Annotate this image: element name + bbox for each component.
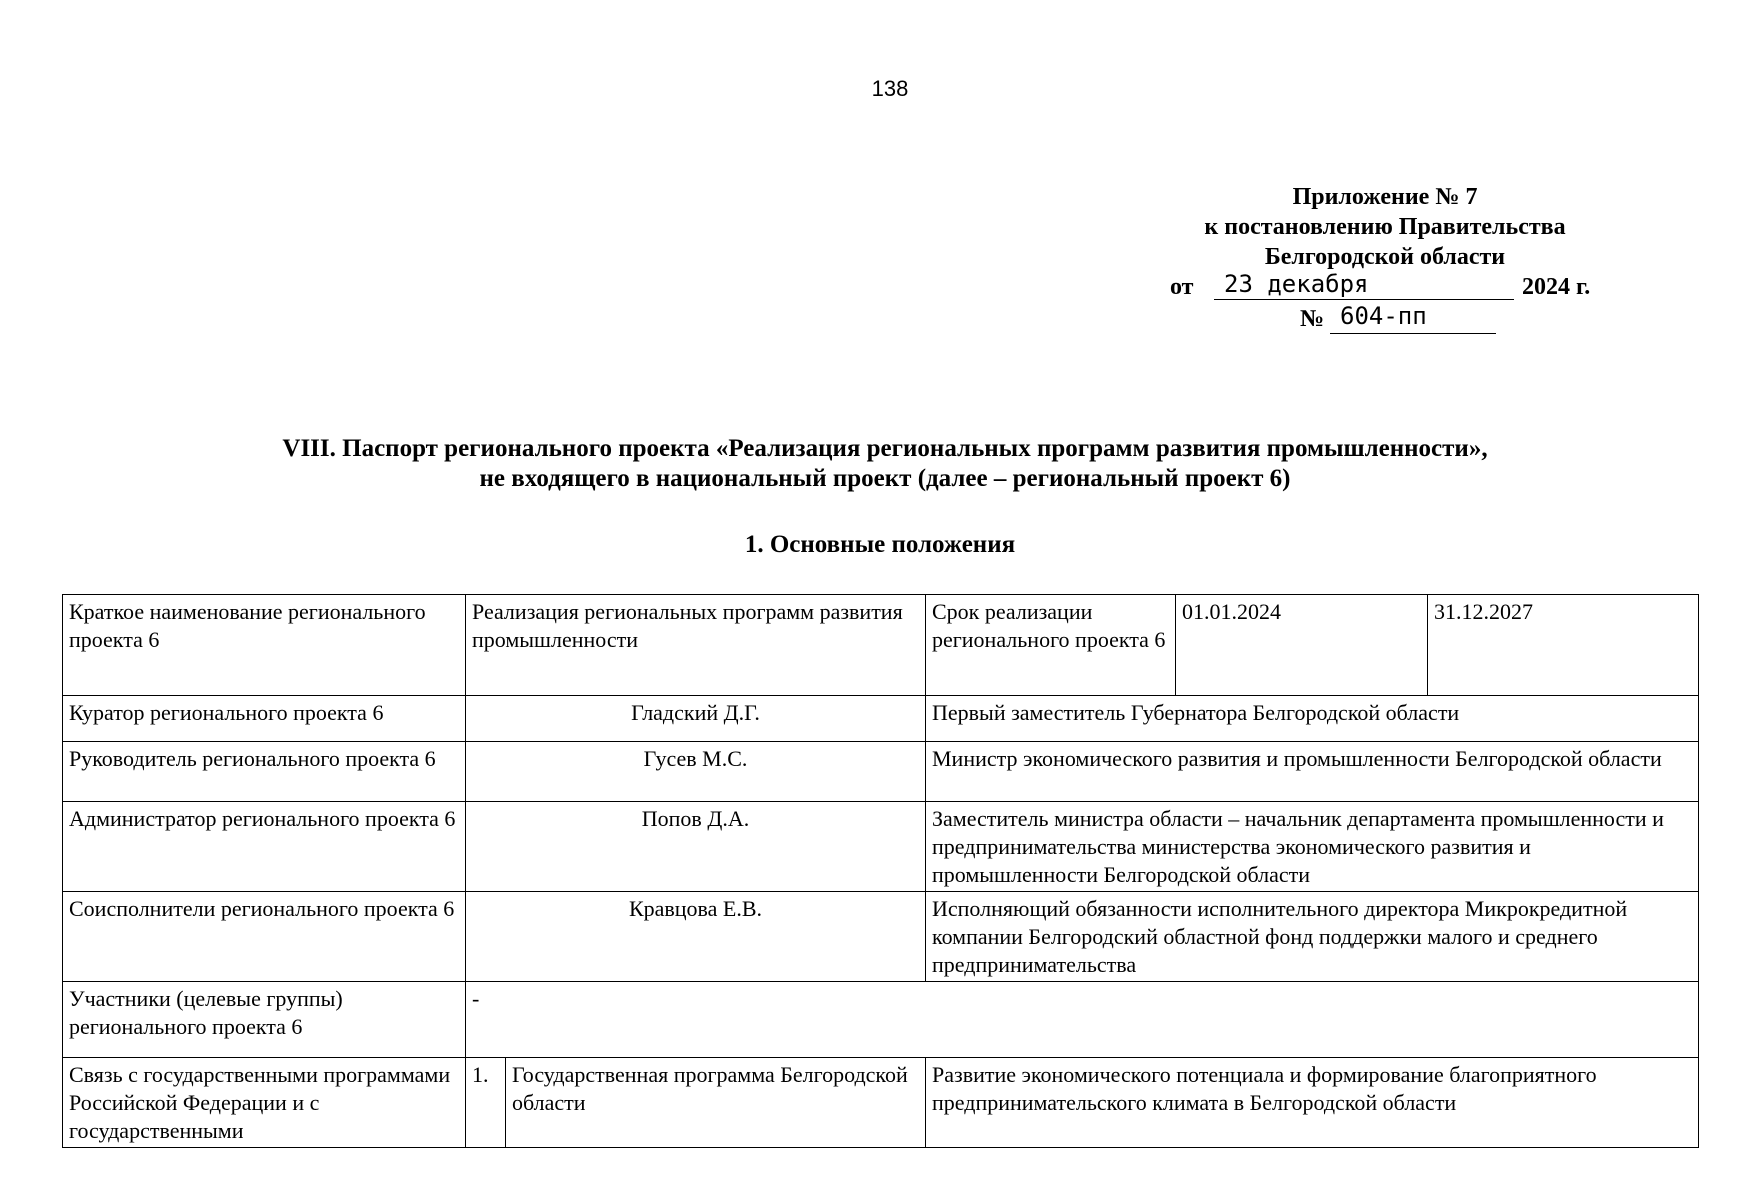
term-end: 31.12.2027 <box>1428 595 1699 696</box>
appendix-date-line <box>1150 272 1620 302</box>
passport-table <box>62 594 1699 1148</box>
table-row <box>63 982 1699 1058</box>
curator-person: Гладский Д.Г. <box>466 696 926 742</box>
appendix-block <box>1150 182 1620 332</box>
table-row <box>63 1058 1699 1148</box>
table-row <box>63 595 1699 696</box>
coexecutors-label: Соисполнители регионального проекта 6 <box>63 892 466 982</box>
appendix-region: Белгородской области <box>1264 244 1506 270</box>
appendix-title: Приложение № 7 <box>1292 184 1478 210</box>
link-program-name: Развитие экономического потенциала и формирование благоприятного предпринимательского климата в Белгородской области <box>926 1058 1699 1148</box>
participants-label: Участники (целевые группы) регионального проекта 6 <box>63 982 466 1058</box>
head-position: Министр экономического развития и промышленности Белгородской области <box>926 742 1699 802</box>
number-prefix: № <box>1300 306 1325 332</box>
coexecutors-person: Кравцова Е.В. <box>466 892 926 982</box>
document-title <box>0 434 1760 494</box>
term-label: Срок реализации регионального проекта 6 <box>926 595 1176 696</box>
short-name-value: Реализация региональных программ развития промышленности <box>466 595 926 696</box>
term-start: 01.01.2024 <box>1176 595 1428 696</box>
head-label: Руководитель регионального проекта 6 <box>63 742 466 802</box>
curator-position: Первый заместитель Губернатора Белгородской области <box>926 696 1699 742</box>
appendix-number-line <box>1150 302 1620 332</box>
admin-person: Попов Д.А. <box>466 802 926 892</box>
title-line-1: VIII. Паспорт регионального проекта «Реализация региональных программ развития промышленности», <box>282 435 1488 462</box>
table-row <box>63 742 1699 802</box>
page-number: 138 <box>871 76 909 101</box>
participants-value: - <box>466 982 1699 1058</box>
link-index: 1. <box>466 1058 506 1148</box>
table-row <box>63 802 1699 892</box>
link-label: Связь с государственными программами Российской Федерации и с государственными <box>63 1058 466 1148</box>
table-row <box>63 892 1699 982</box>
admin-position: Заместитель министра области – начальник департамента промышленности и предпринимательства министерства экономического развития и промышленности Белгородской области <box>926 802 1699 892</box>
link-program: Государственная программа Белгородской области <box>506 1058 926 1148</box>
appendix-resolution: к постановлению Правительства <box>1204 214 1566 240</box>
curator-label: Куратор регионального проекта 6 <box>63 696 466 742</box>
number-value: 604-пп <box>1330 302 1496 334</box>
table-row <box>63 696 1699 742</box>
section-title: 1. Основные положения <box>744 531 1016 558</box>
head-person: Гусев М.С. <box>466 742 926 802</box>
date-suffix: 2024 г. <box>1522 274 1591 300</box>
coexecutors-position: Исполняющий обязанности исполнительного директора Микрокредитной компании Белгородский областной фонд поддержки малого и среднего предпринимательства <box>926 892 1699 982</box>
admin-label: Администратор регионального проекта 6 <box>63 802 466 892</box>
date-value: 23 декабря <box>1214 270 1514 300</box>
title-line-2: не входящего в национальный проект (далее – региональный проект 6) <box>479 465 1291 492</box>
date-prefix: от <box>1170 274 1194 300</box>
short-name-label: Краткое наименование регионального проекта 6 <box>63 595 466 696</box>
